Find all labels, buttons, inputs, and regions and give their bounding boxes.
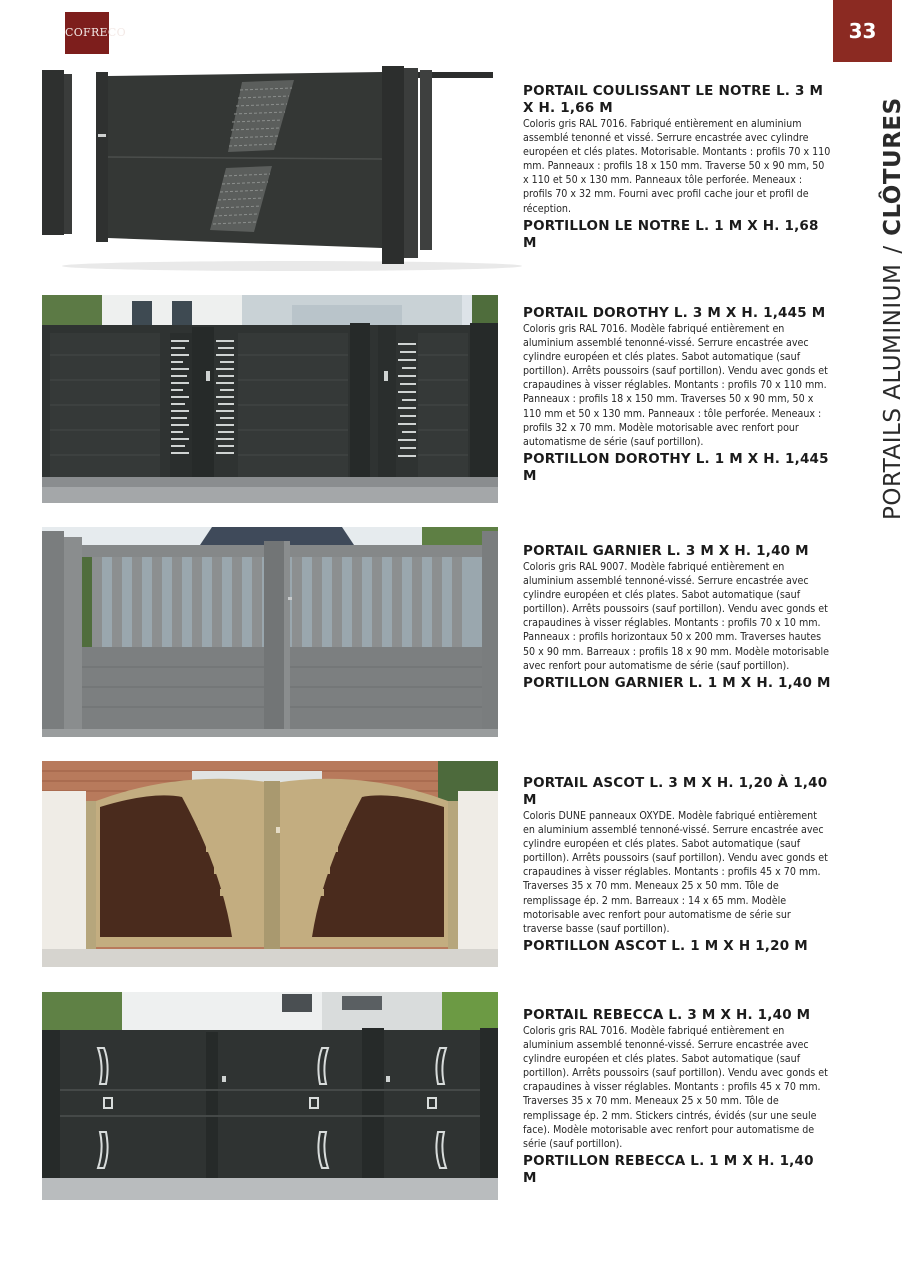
brand-logo: COFRECO: [65, 12, 109, 54]
portillon-title: PORTILLON DOROTHY L. 1 M X H. 1,445 M: [523, 450, 829, 484]
page-number: 33: [833, 0, 892, 62]
portillon-title: PORTILLON LE NOTRE L. 1 M X H. 1,68 M: [523, 217, 819, 251]
product-title: PORTAIL ASCOT L. 3 M X H. 1,20 À 1,40 M: [523, 775, 828, 808]
product-title: PORTAIL COULISSANT LE NOTRE L. 3 M X H. 1,66 M: [523, 83, 824, 116]
product-title: PORTAIL DOROTHY L. 3 M X H. 1,445 M: [523, 305, 826, 321]
photo-ascot: [42, 761, 498, 967]
product-block-dorothy: [523, 305, 831, 485]
product-block-ascot: [523, 775, 831, 955]
product-title: PORTAIL GARNIER L. 3 M X H. 1,40 M: [523, 543, 809, 559]
product-block-le-notre: [523, 83, 831, 252]
side-heading: [878, 70, 908, 520]
product-block-garnier: [523, 543, 831, 692]
product-description: Coloris gris RAL 7016. Fabriqué entièrement en aluminium assemblé tenonné et vissé. Serrure encastrée avec cylindre européen et clés plates. Motorisable. Montants : profils 70 x 110 mm. Panneaux : profils 18 x 150 mm. Traverse 50 x 90 mm, 50 x 110 et 50 x 130 mm. Panneaux tôle perforée. Meneaux : profils 70 x 32 mm. Fourni avec profil cache jour et profil de réception.: [523, 118, 831, 215]
side-heading-part1: PORTAILS ALUMINIUM: [880, 263, 906, 520]
portillon-title: PORTILLON ASCOT L. 1 M X H 1,20 M: [523, 937, 808, 954]
product-description: Coloris DUNE panneaux OXYDE. Modèle fabriqué entièrement en aluminium assemblé tennoné-vissé. Serrure encastrée avec cylindre européen et clés plates. Sabot automatique (sauf portillon). Arrêts poussoirs (sauf portillon). Vendu avec gonds et crapaudines à visser réglables. Montants : profils 45 x 70 mm. Traverses 35 x 70 mm. Meneaux 25 x 50 mm. Tôle de remplissage ép. 2 mm. Barreaux : 14 x 65 mm. Modèle motorisable avec renfort pour automatisme de série sur traverse basse (sauf portillon).: [523, 810, 828, 935]
photo-le-notre: [42, 62, 498, 272]
product-description: Coloris gris RAL 7016. Modèle fabriqué entièrement en aluminium assemblé tenonné-vissé. Serrure encastrée avec cylindre européen et clés plates. Sabot automatique (sauf portillon). Arrêts poussoirs (sauf portillon). Vendu avec gonds et crapaudines à visser réglables. Montants : profils 70 x 110 mm. Panneaux : profils 18 x 150 mm. Traverses 50 x 90 mm, 50 x 110 mm et 50 x 130 mm. Panneaux : tôle perforée. Meneaux : profils 32 x 70 mm. Modèle motorisable avec renfort pour automatisme de série (sauf portillon).: [523, 323, 828, 448]
product-title: PORTAIL REBECCA L. 3 M X H. 1,40 M: [523, 1007, 811, 1023]
photo-rebecca: [42, 992, 498, 1200]
photo-garnier: [42, 527, 498, 737]
portillon-title: PORTILLON GARNIER L. 1 M X H. 1,40 M: [523, 674, 831, 691]
product-description: Coloris gris RAL 9007. Modèle fabriqué entièrement en aluminium assemblé tennoné-vissé. Serrure encastrée avec cylindre européen et clés plates. Sabot automatique (sauf portillon). Arrêts poussoirs (sauf portillon). Vendu avec gonds et crapaudines à visser réglables. Montants : profils 70 x 10 mm. Panneaux : profils horizontaux 50 x 200 mm. Traverses hautes 50 x 90 mm. Barreaux : profils 18 x 90 mm. Modèle motorisable avec renfort pour automatisme de série (sauf portillon).: [523, 561, 829, 672]
portillon-title: PORTILLON REBECCA L. 1 M X H. 1,40 M: [523, 1152, 814, 1186]
side-heading-part2: CLÔTURES: [880, 97, 906, 236]
side-heading-separator: /: [880, 245, 906, 254]
product-block-rebecca: [523, 1007, 831, 1187]
photo-dorothy: [42, 295, 498, 503]
product-description: Coloris gris RAL 7016. Modèle fabriqué entièrement en aluminium assemblé tenonné-vissé. Serrure encastrée avec cylindre européen et clés plates. Sabot automatique (sauf portillon). Arrêts poussoirs (sauf portillon). Vendu avec gonds et crapaudines à visser réglables. Montants : profils 45 x 70 mm. Traverses 35 x 70 mm. Meneaux 25 x 50 mm. Tôle de remplissage ép. 2 mm. Stickers cintrés, évidés (sur une seule face). Modèle motorisable avec renfort pour automatisme de série (sauf portillon).: [523, 1025, 828, 1150]
